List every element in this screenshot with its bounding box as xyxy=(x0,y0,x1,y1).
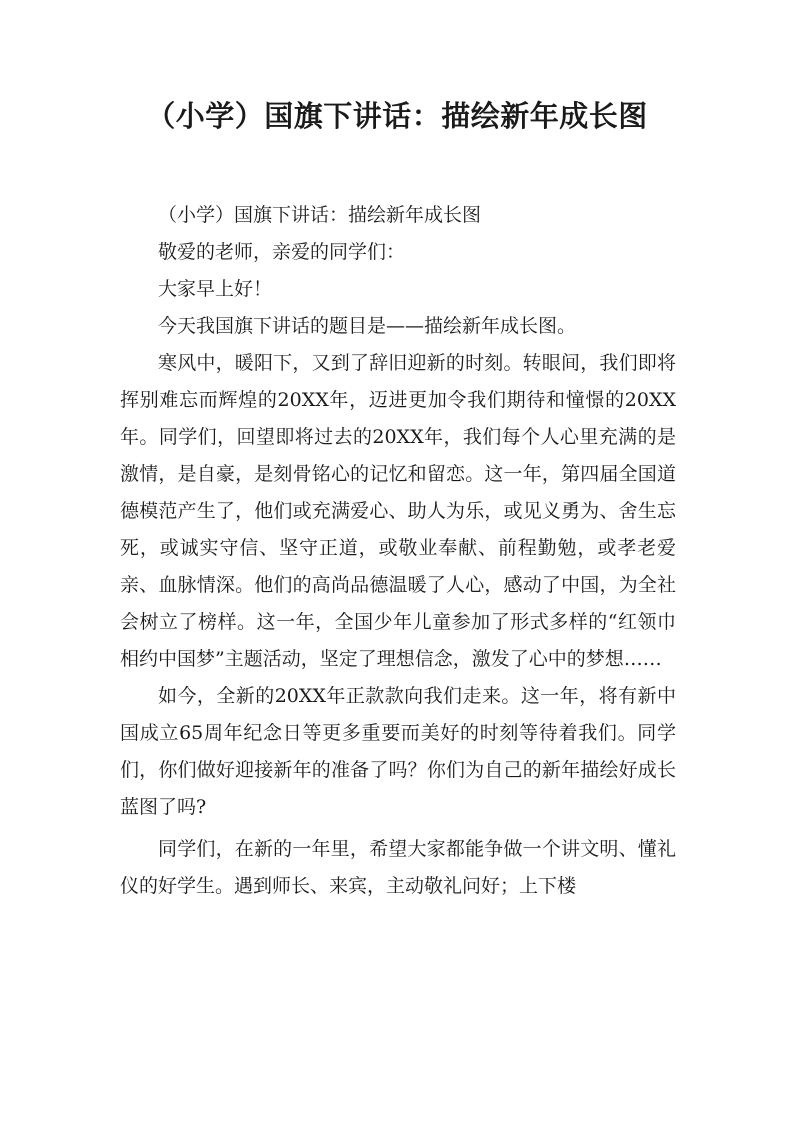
paragraph-review: 寒风中，暖阳下，又到了辞旧迎新的时刻。转眼间，我们即将挥别难忘而辉煌的20XX年，迈进更加令我们期待和憧憬的20XX年。同学们，回望即将过去的20XX年，我们每个人心里充满的是激情，是自豪，是刻骨铭心的记忆和留恋。这一年，第四届全国道德模范产生了，他们或充满爱心、助人为乐，或见义勇为、舍生忘死，或诚实守信、坚守正道，或敬业奉献、前程勤勉，或孝老爱亲、血脉情深。他们的高尚品德温暖了人心，感动了中国，为全社会树立了榜样。这一年，全国少年儿童参加了形式多样的“红领巾相约中国梦”主题活动，坚定了理想信念，激发了心中的梦想…… xyxy=(120,352,676,670)
paragraph-subtitle: （小学）国旗下讲话：描绘新年成长图 xyxy=(158,204,482,226)
paragraph-new-year: 如今，全新的20XX年正款款向我们走来。这一年，将有新中国成立65周年纪念日等更多重要而美好的时刻等待着我们。同学们，你们做好迎接新年的准备了吗？你们为自己的新年描绘好成长蓝图了吗? xyxy=(120,685,676,818)
paragraph-salutation: 敬爱的老师，亲爱的同学们： xyxy=(158,241,406,263)
paragraph-greeting: 大家早上好！ xyxy=(158,278,273,300)
paragraph-topic: 今天我国旗下讲话的题目是——描绘新年成长图。 xyxy=(158,315,577,337)
document-body xyxy=(120,197,676,905)
paragraph-expectation: 同学们，在新的一年里，希望大家都能争做一个讲文明、懂礼仪的好学生。遇到师长、来宾，主动敬礼问好；上下楼 xyxy=(120,838,676,897)
document-title: （小学）国旗下讲话：描绘新年成长图 xyxy=(146,99,648,133)
